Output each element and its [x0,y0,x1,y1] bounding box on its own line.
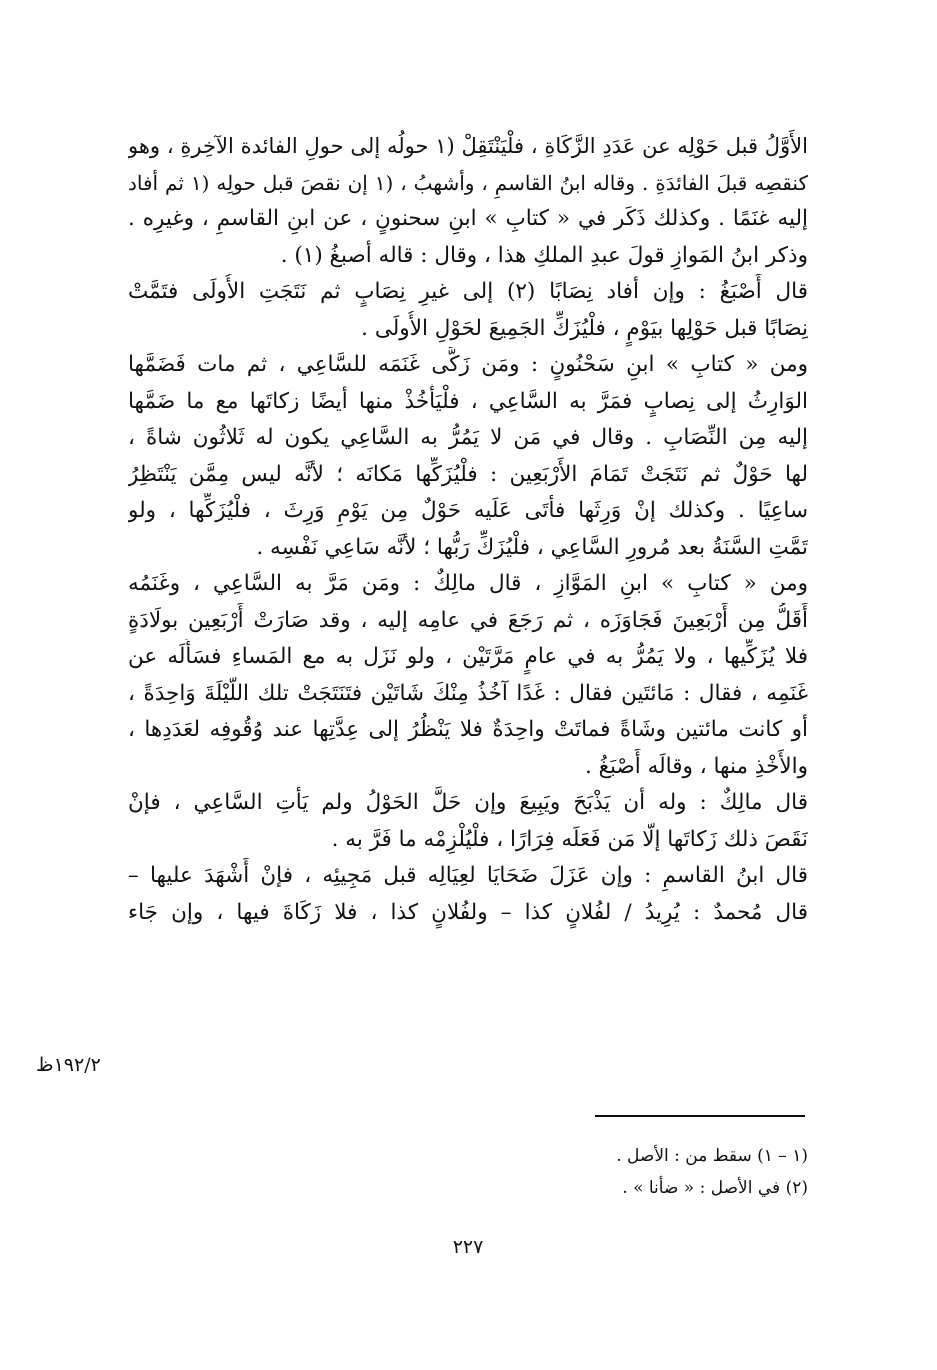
text-line-15: فلا يُزَكِّيها ، ولا يَمُرُّ به في عامٍ مَرَّتَيْن ، ولو نَزَل به مع المَساءِ فسَأَلَه عن [128,644,808,669]
footnote-2: (٢) في الأصل : « ضأنا » . [622,1178,808,1198]
text-line-14: أَقَلُّ مِن أَرْبَعِينَ فَجَاوَزَه ، ثم رَجَعَ في عامِه إليه ، وقد صَارَتْ أَرْبَعِين بولَادَةٍ [128,607,808,633]
text-line-1: الأَوَّلُ قبل حَوْلِه عن عَدَدِ الزَّكَاةِ ، فلْيَنْتَقِلْ (١ حولُه إلى حولِ الفائدة الآخِرةِ ، وهو [128,134,808,158]
main-text-block [128,128,808,931]
footnote-divider [595,1115,805,1117]
text-line-16: غَنَمِه ، فقال : مَائتَين فقال : غَدًا آخُذُ مِنْكَ شَاتَيْن فتَنَتَجَتْ تلك اللَّيْلَةَ وَاحِدَةً ، [128,680,808,706]
text-line-5: قال أَصْبَغُ : وإن أفاد نِصَابًا (٢) إلى غيرِ نِصَابٍ ثم نَتَجَتِ الأُولَى فتَمَّتْ [128,279,808,304]
footnote-1: (١ – ١) سقط من : الأصل . [616,1146,808,1166]
text-line-18: والأَخْذِ منها ، وقالَه أَصْبَغُ . [584,753,808,779]
text-line-20: نَقَصَ ذلك زَكاتَها إلَّا مَن فَعَلَه فِرَارًا ، فلْيُلْزِمْه ما فَرَّ به . [331,826,808,852]
text-line-4: وذكر ابنُ المَوازِ قولَ عبدِ الملكِ هذا ، وقال : قاله أصبغُ (١) . [280,242,808,268]
page-number: ٢٢٧ [452,1236,484,1258]
text-line-22: قال مُحمدٌ : يُرِيدُ / لفُلانٍ كذا – ولفُلانٍ كذا ، فلا زَكَاةَ فيها ، وإن جَاء [128,899,808,925]
text-line-6: نِصَابًا قبل حَوْلِها بيَوْمٍ ، فلْيُزَكِّ الجَمِيعَ لحَوْلِ الأُولَى . [361,315,808,341]
text-line-8: الوَارِثُ إلى نِصابٍ فمَرَّ به السَّاعِي ، فلْيَأْخُذْ منها أيضًا زكاتَها مع ما ضَمَّها [128,388,808,414]
text-line-12: تَمَّتِ السَّنَةُ بعد مُرورِ السَّاعِي ، فلْيُزَكِّ رَبُّها ؛ لأنَّه سَاعِي نَفْسِه . [256,534,808,560]
text-line-7: ومن « كتابِ » ابنِ سَحْنُونٍ : ومَن زَكَّى غَنَمَه للسَّاعِي ، ثم مات فَضَمَّها [128,352,808,377]
footnotes [400,1140,808,1204]
text-line-10: لها حَوْلٌ ثم نَتَجَتْ تَمَامَ الأَرْبَعِين : فلْيُزَكِّها مَكانَه ؛ لأنَّه ليس مِمَّن يَنْتَظِرُ [128,461,808,487]
text-line-9: إليه مِن النِّصَابِ . وقال في مَن لا يَمُرُّ به السَّاعِي يكون له ثَلاثُون شاةً ، [128,425,808,450]
text-line-19: قال مالِكٌ : وله أن يَذْبَحَ ويَبِيعَ وإن حَلَّ الحَوْلُ ولم يَأْتِ السَّاعِي ، فإنْ [128,790,808,815]
text-line-13: ومن « كتابِ » ابنِ المَوَّازِ ، قال مالِكٌ : ومَن مَرَّ به السَّاعِي ، وغَنَمُه [128,571,808,596]
margin-folio-note: ١٩٢/٢ظ [36,1054,101,1076]
text-line-17: أو كانت مائتين وشَاةً فماتَتْ واحِدَةٌ فلا يَنْظُرُ إلى عِدَّتِها عند وُقُوفِه لعَدَدِها ، [128,717,808,742]
text-line-11: ساعِيًا . وكذلك إنْ وَرِثَها فأتَى عَلَيه حَوْلٌ مِن يَوْمِ وَرِثَ ، فلْيُزَكِّها ، ولو [128,498,808,523]
text-line-3: إليه غنَمًا . وكذلك ذَكَر في « كتابِ » ابنِ سحنونٍ ، عن ابنِ القاسمِ ، وغيرِه . [128,206,808,231]
text-line-2: كنقصِه قبلَ الفائدَةِ . وقاله ابنُ القاسمِ ، وأشهبُ ، (١ إن نقصَ قبل حولِه (١ ثم أفاد [128,170,808,195]
text-line-21: قال ابنُ القاسمِ : وإن عَزَلَ ضَحَايَا لعِيَالِه قبل مَجِيئِه ، فإنْ أَشْهَدَ عليها – [128,863,808,888]
